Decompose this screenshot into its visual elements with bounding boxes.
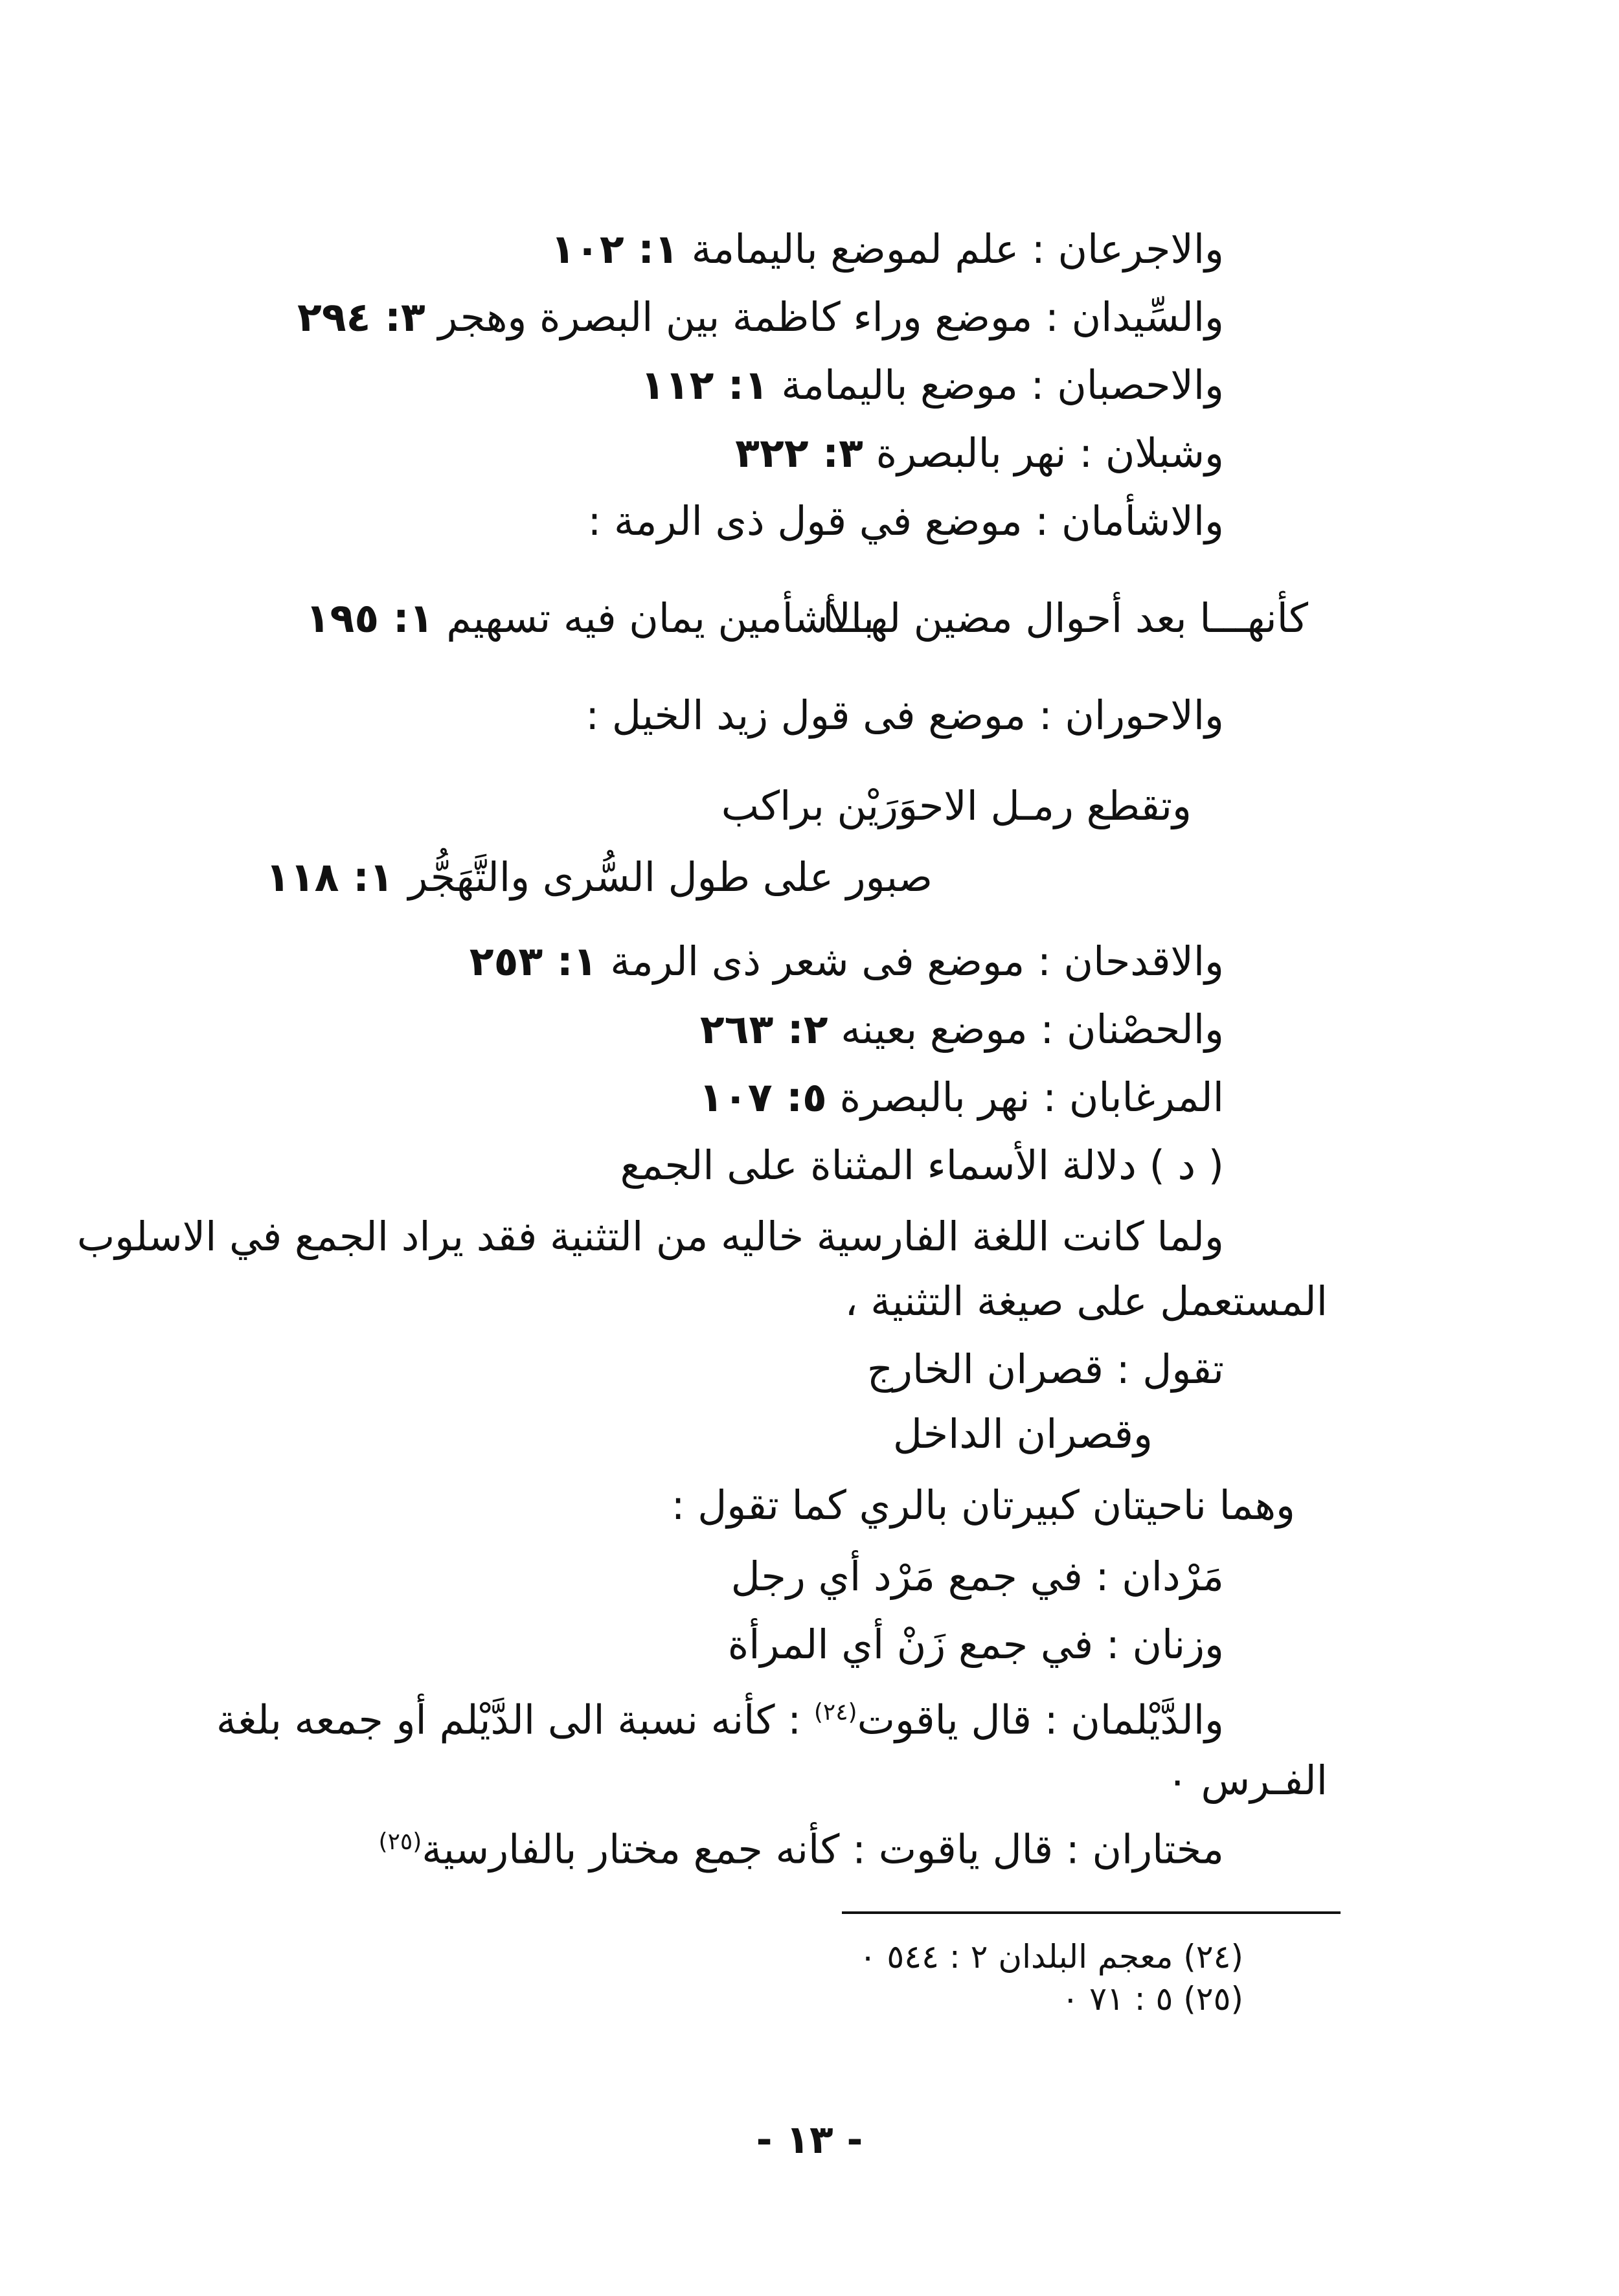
entry-text: مختاران : قال ياقوت : كأنه جمع مختار بالفارسية: [422, 1825, 1224, 1873]
footnote-marker[interactable]: (٢٥): [378, 1829, 422, 1855]
daylaman-line: [216, 1683, 1224, 1744]
verse-text: كأنهـــا بعد أحوال مضين لهـــا: [822, 594, 1308, 642]
footnote-marker[interactable]: (٢٤): [813, 1699, 857, 1726]
entry-ref: ١: ١١٢: [640, 361, 769, 409]
verse-text: بالأشأمين يمان فيه تسهيم: [446, 594, 874, 642]
entry-line: [699, 1068, 1224, 1127]
verse-ref-line: [266, 848, 394, 906]
entry-ref: ٥: ١٠٧: [699, 1074, 827, 1121]
footnote-text: (٢٤) معجم البلدان ٢ : ٥٤٤ ٠: [859, 1938, 1243, 1975]
entry-text: الفـرس ٠: [1166, 1757, 1328, 1804]
entry-line: [735, 424, 1224, 482]
entry-ref: ١: ٢٥٣: [469, 938, 598, 985]
footnote: [859, 1936, 1243, 1977]
entry-text: والاجرعان : علم لموضع باليمامة: [691, 225, 1224, 273]
entry-line: [640, 356, 1224, 414]
entry-text: وشبلان : نهر بالبصرة: [876, 429, 1224, 477]
entry-line: [297, 288, 1224, 346]
verse-ref: ١: ١٩٥: [305, 594, 434, 642]
verse-hemistich-first: [822, 589, 1308, 647]
section-heading: [620, 1136, 1224, 1195]
example-text: تقول : قصران الخارج: [866, 1345, 1224, 1393]
entry-text: والاشأمان : موضع في قول ذى الرمة :: [587, 497, 1224, 545]
entry-line: [550, 220, 1224, 278]
example-text: وزنان : في جمع زَنْ أي المرأة: [727, 1621, 1224, 1668]
verse-line: [408, 848, 933, 906]
verse-text: صبور على طول السُّرى والتَّهَجُّر: [408, 853, 933, 901]
entry-text: المرغابان : نهر بالبصرة: [839, 1074, 1224, 1121]
entry-ref: ٣: ٣٢٢: [735, 429, 863, 477]
example-text: وهما ناحيتان كبيرتان بالري كما تقول :: [671, 1481, 1295, 1529]
example-text: مَرْدان : في جمع مَرْد أي رجل: [730, 1553, 1224, 1600]
entry-text: والاحوران : موضع فى قول زيد الخيل :: [585, 692, 1224, 739]
entry-line: [587, 492, 1224, 550]
example-line: [731, 1548, 1224, 1606]
entry-text: والاحصبان : موضع باليمامة: [781, 361, 1224, 409]
paragraph-text: المستعمل على صيغة التثنية ،: [844, 1277, 1328, 1325]
entry-ref: ١: ١٠٢: [550, 225, 679, 273]
entry-text: والدَّيْلمان : قال ياقوت: [857, 1696, 1224, 1744]
entry-line: [700, 1000, 1224, 1059]
page-number: - ١٣ -: [756, 2117, 863, 2163]
example-text: وقصران الداخل: [892, 1410, 1153, 1458]
verse-line: [721, 777, 1192, 835]
footnote: [1061, 1978, 1243, 2020]
example-line: [672, 1476, 1295, 1535]
example-line: [867, 1340, 1224, 1399]
example-line: [893, 1405, 1153, 1463]
paragraph-line: [76, 1208, 1224, 1266]
paragraph-text: ولما كانت اللغة الفارسية خاليه من التثنية فقد يراد الجمع في الاسلوب: [76, 1213, 1224, 1260]
verse-hemistich-second: [306, 589, 874, 647]
entry-line: [470, 932, 1224, 991]
footnote-divider: [842, 1911, 1341, 1914]
verse-ref: ١: ١١٨: [266, 853, 394, 901]
entry-text: والاقدحان : موضع فى شعر ذى الرمة: [610, 938, 1224, 985]
paragraph-line: [845, 1272, 1328, 1331]
daylaman-line: [1166, 1751, 1328, 1810]
example-line: [728, 1615, 1224, 1674]
mukhtaran-line: [379, 1813, 1224, 1871]
entry-text: : كأنه نسبة الى الدَّيْلم أو جمعه بلغة: [216, 1696, 802, 1744]
entry-ref: ٢: ٢٦٣: [699, 1006, 828, 1053]
entry-text: والسِّيدان : موضع وراء كاظمة بين البصرة وهجر: [438, 293, 1224, 341]
verse-text: وتقطع رمـل الاحوَرَيْن براكب: [721, 782, 1192, 829]
entry-text: والحصْنان : موضع بعينه: [841, 1006, 1224, 1053]
entry-line: [585, 686, 1224, 745]
heading-text: ( د ) دلالة الأسماء المثناة على الجمع: [620, 1142, 1224, 1189]
footnote-text: (٢٥) ٥ : ٧١ ٠: [1061, 1980, 1243, 2018]
entry-ref: ٣: ٢٩٤: [297, 293, 425, 341]
